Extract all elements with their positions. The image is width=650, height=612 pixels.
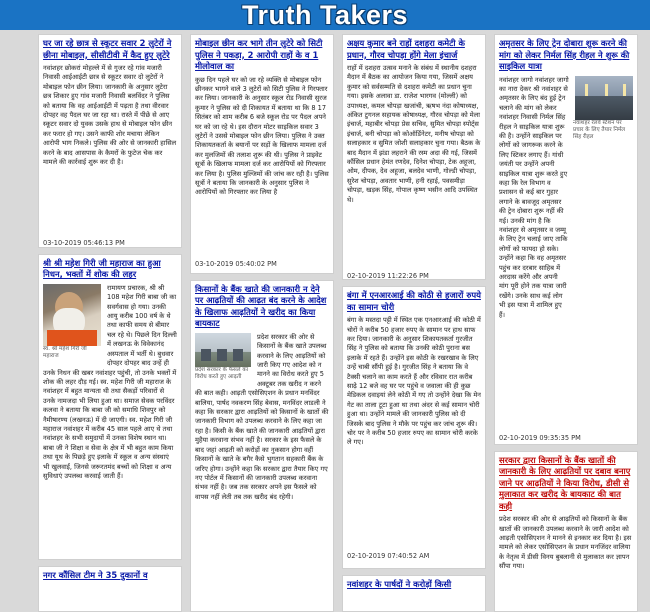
photo-robe bbox=[47, 330, 97, 346]
news-card bbox=[38, 34, 182, 248]
news-column-2 bbox=[190, 34, 334, 612]
photo-caption: स्व. श्री महेश गिरी जी महाराज bbox=[43, 345, 87, 359]
photo-caption: नवांशहर रेलवे स्टेशन पर प्रचार के लिए तैयार निर्मल सिंह रीहल bbox=[573, 119, 626, 140]
news-card bbox=[190, 34, 334, 274]
news-headline-link[interactable]: बंगा में एनआरआई की कोठी से हजारों रुपये का सामान चोरी bbox=[347, 290, 481, 312]
news-timestamp: 03-10-2019 05:46:13 PM bbox=[43, 239, 125, 247]
news-card bbox=[342, 34, 486, 280]
photo-light bbox=[605, 84, 608, 96]
news-grid bbox=[38, 34, 638, 612]
news-card bbox=[494, 34, 638, 445]
news-excerpt: प्रदेश सरकार की ओर से आढ़तियों को किसानों के बैंक खातों की जानकारी उपलब्ध करवाने के जारी आदेश को आढ़ती एसोसिएशन ने मानने से इनकार कर दिया है। इस मामले को लेकर एसोसिएशन के प्रधान मनजिंदर वालिया के नेतृत्व में डीसी विनय बुबलानी से मुलाकात कर ज्ञापन सौंपा गया। bbox=[499, 515, 632, 571]
news-timestamp: 02-10-2019 11:22:26 PM bbox=[347, 272, 429, 280]
photo-light bbox=[623, 84, 626, 96]
news-excerpt: प्रदेश सरकार की ओर से किसानों के बैंक खाते उपलब्ध करवाने के लिए आढ़तियों को जारी किए गए आदेश को न मानने का विरोध करते हुए 5 अक्टूबर तक खरीद न करने की बात कही। आढ़ती एसोसिएशन के प्रधान मनविंदर बालिया, पार्षद नवकरण सिंह बेवास, मनविंदर लाडली ने कहा कि सरकार द्वारा आढ़तियों को किसानों के खातों की जानकारी विभाग को उपलब्ध करवाने के लिए कहा जा रहा है। किसी के बैंक खाते की जानकारी आढ़तियों द्वारा मुहैया करवाना संभव नहीं है। सरकार के इस फैसले के बाद जहां आढ़ती को करोड़ों का नुकसान होगा वहीं किसानों के खाते के बगैर कैसे भुगतान सहकारी बैंक के जरिए होगा। उन्होंने कहा कि सरकार द्वारा तैयार किए गए नए पोर्टल में किसानों की जानकारी उपलब्ध करवाना संभव नहीं है। जब तक सरकार अपने इस फैसले को वापस नहीं लेती तब तक खरीद बंद रहेगी। bbox=[195, 332, 329, 501]
news-headline-link[interactable]: घर जा रहे छात्र से स्कूटर सवार 2 लुटेरों ने छीना मोबाइल, सीसीटीवी में कैद हुए लुटेरे bbox=[43, 38, 172, 60]
news-timestamp: 02-10-2019 07:40:52 AM bbox=[347, 552, 430, 561]
news-timestamp: 02-10-2019 09:35:35 PM bbox=[499, 433, 581, 442]
news-photo[interactable] bbox=[43, 284, 101, 346]
news-headline-link[interactable]: श्री श्री महेश गिरी जी महाराज का हुआ निधन, भक्तों में शोक की लहर bbox=[43, 257, 161, 280]
news-excerpt: कुछ दिन पहले घर को जा रहे व्यक्ति से मोबाइल फोन छीनकर भागने वाले 3 लुटेरों को सिटी पुलिस ने गिरफ्तार कर लिया। जानकारी के अनुसार स्कूल रोड निवासी सुरज कुमार ने पुलिस को दी शिकायत में बताया था कि 8 17 सितंबर को शाम करीब 6 बजे स्कूल रोड पर पैदल अपने घर को जा रहे थे। इस दौरान मोटर साइकिल सवार 3 लुटेरों ने उससे मोबाइल फोन छीन लिया। पुलिस ने उक्त शिकायतकर्ता के बयानों पर सड़ों के खिलाफ मामला दर्ज कर मुलजिमों की तलाश शुरू की थी। पुलिस ने प्राइवेट सूत्रों के खिलाफ मामला दर्ज कर आरोपियों को गिरफ्तार कर लिया है। पुलिस मुल्जिमों की जांच कर रही है। पुलिस सूत्रों ने बताया कि जानकारी के अनुसार पुलिस ने आरोपियों को गिरफ्तार कर लिया है bbox=[195, 75, 329, 197]
news-excerpt: राहों में दशहरा उत्सव मनाने के संबंध में स्थानीय दशहरा मैदान में बैठक का आयोजन किया गया, जिसमें अक्षय कुमार को सर्वसम्मति से दशहरा कमेटी का प्रधान चुना गया। इसके अलावा डा. राजेश भारगव (मोल्ली) को उपाध्यक्ष, कमल चोपड़ा खजांची, ऋषभ नंदा कोषाध्यक्ष, अंकित टुगनल सहायक कोषाध्यक्ष, गौरव चोपड़ा को मेला इंचार्ज, महाबीर चोपड़ा प्रेस सचिव, सुमित चोपड़ा स्पोर्ट्स इंचार्ज, बनी चोपड़ा को कोऑर्डिनेटर, मनीष चोपड़ा को सलाहकार व सुमित जोशी सलाहकार चुना गया। बैठक के बाद मैदान में झंडा लहराने की रस्म अदा की गई, जिसमें कौंसिल प्रधान हेमंत रणदेव, दिनेश चोपड़ा, टेक अहूजा, ओम, दीपक, देव अहूजा, बलदेव भाणी, गोल्डी चोपड़ा, सुरेश चोपड़ा, अवतार भाणी, हनी रहाई, पवसमीड़ा चोपड़ा, खड़क सिंह, गोपाल कृष्ण भसीन आदि उपस्थित थे। bbox=[347, 64, 481, 204]
photo-building bbox=[201, 349, 211, 361]
news-card bbox=[342, 575, 486, 612]
site-title[interactable]: Truth Takers bbox=[241, 0, 409, 30]
news-excerpt: रामायण प्रचारक, श्री श्री 108 महेश गिरी बाबा जी का सवर्गवास हो गया। उनकी आयु करीब 100 वर्ष के थे तथा काफी समय से बीमार चल रहे थे। पिछले दिन दिल्ली में लखनऊ के विवेकानंद अस्पताल में भर्ती थे। बुधवार दोपहर दोपहर बाद उन्हें ही उनके निधन की खबर नवांशहर पहुंची, तो उनके भक्तों में शोक की लहर दौड़ गई। स्व. महेश गिरी जी महाराज के नवांशहर में बहुत मान्यता थी तथा सैकड़ों परिवारों से उनके नामजदा भी लिया हुआ था। समाज सेवक परविंदर कलवा ने बताया कि बाबा जी को समाधि शिवपुर को नैमीषारण्य (लखनऊ) में दी जाएगी। स्व. महेश गिरी जी महाराज नवांशहर में करीब 45 साल पहले आए थे तथा नवांशहर के सभी समुदायों में उनका विशेष स्थान था। बाबा जी ने शिक्षा व सेवा के क्षेत्र में भी बहुत काम किया तथा यूथ के पिछड़े हुए इलाके में स्कूल व अन्य संस्थाएं भी खुलवाईं, जिनसे जरूरतमंद बच्चों को शिक्षा व अन्य सुविधाएं उपलब्ध करवाई जाती हैं। bbox=[43, 283, 177, 480]
news-photo[interactable] bbox=[195, 333, 251, 367]
news-column-4 bbox=[494, 34, 638, 612]
news-photo-figure bbox=[573, 76, 633, 141]
news-photo-figure bbox=[195, 333, 253, 381]
photo-caption: प्रदेश सरकार के फैसले का विरोध करते हुए आढ़ती bbox=[195, 366, 249, 380]
news-card bbox=[38, 566, 182, 612]
news-headline-link[interactable]: सरकार द्वारा किसानों के बैंक खातों की जानकारी के लिए आढ़तियों पर दबाव बनाए जाने पर आढ़तियों ने किया विरोध, डीसी से मुलाकात कर खरीद के बायकाट की बात कही bbox=[499, 454, 631, 511]
photo-building bbox=[233, 349, 243, 361]
news-headline-link[interactable]: अक्षय कुमार बने राहों दशहरा कमेटी के प्रधान, गौरव चोपड़ा होंगे मेला इंचार्ज bbox=[347, 38, 465, 60]
news-headline-link[interactable]: नवांशहर के पार्षदों ने करोड़ों किसी bbox=[347, 578, 452, 589]
news-column-1 bbox=[38, 34, 182, 612]
news-photo[interactable] bbox=[575, 76, 633, 120]
news-card bbox=[38, 254, 182, 560]
photo-building bbox=[217, 349, 227, 361]
news-photo-figure bbox=[43, 284, 103, 360]
news-headline-link[interactable]: मोबाइल छीन कर भागे तीन लुटेरे को सिटी पुलिस ने पकड़ा, 2 आरोपी राहों के व 1 मीलोवाल का bbox=[195, 38, 323, 71]
news-column-3 bbox=[342, 34, 486, 612]
news-headline-link[interactable]: किसानों के बैंक खाते की जानकारी न देने पर आढ़तियों की आढ़त बंद करने के आदेश के खिलाफ आढ़तियों ने खरीद का किया बायकाट bbox=[195, 283, 327, 329]
photo-light bbox=[585, 84, 588, 96]
news-excerpt: बंगा के मस्तदा पट्टी में स्थित एक एनआरआई की कोठी में चोरों ने करीब 50 हजार रुपए के सामान पर हाथ साफ कर दिया। जानकारी के अनुसार शिकायतकर्ता गुरजीत सिंह ने पुलिस को बताया कि उनकी कोठी पुराना बस इलाके में रहते हैं। उन्होंने इस कोठी के रखरखाव के लिए उन्हें चाबी सौंपी हुई है। गुरजीत सिंह ने बताया कि वे टैक्सी चलाने का काम करते हैं और रविवार रात करीब साढ़े 12 बजे वह घर पर पहुंचे व जवाला की ही कुछ मेडिकल दवाइयां लेने कोठी में गए तो उन्होंने देखा कि मेन गेट का ताला टूटा हुआ था तथा अंदर से कई सामान चोरी हुआ था। उन्होंने मामले की जानकारी पुलिस को दी जिसके बाद पुलिस ने मौके पर पहुंच कर जांच शुरू की। चोर पर ने करीब 50 हजार रुपए का सामान चोरी करके ले गए। bbox=[347, 316, 481, 447]
news-timestamp: 03-10-2019 05:40:02 PM bbox=[195, 259, 277, 268]
news-card bbox=[342, 286, 486, 569]
news-headline-link[interactable]: नगर कौंसिल टीम ने 35 दुकानों व bbox=[43, 570, 148, 581]
news-headline-link[interactable]: अमृतसर के लिए ट्रेन दोबारा शुरू करने की मांग को लेकर निर्मल सिंह रीहल ने शुरू की साइकिल यात्रा bbox=[499, 38, 630, 71]
news-card bbox=[494, 451, 638, 612]
site-header bbox=[0, 0, 650, 30]
news-excerpt: नवांशहर जागो नवांशहर जागो का नारा देकर श्री नवांशहर से अमृतसर के लिए बंद हुई ट्रेन चलाने की मांग को लेकर नवांशहर निवासी निर्मल सिंह रीहल ने साइकिल यात्रा शुरू की है। उन्होंने साइकिल पर लोगों को जागरूक करने के लिए स्टिकर लगाए हैं। गांधी जयंती पर उन्होंने अपनी साइकिल यात्रा शुरू करते हुए कहा कि रेल विभाग व प्रशासन से कई बार गुहार लगाने के बावजूद अमृतसर की ट्रेन दोबारा शुरू नहीं की गई। उनकी मांग है कि नवांशहर से अमृतसर व जम्मू के लिए ट्रेन चलाई जाए ताकि लोगों को फायदा हो सके। उन्होंने कहा कि वह अमृतसर पहुंच कर दरबार साहिब में अरदास करेंगे और अपनी मांग पूरी होने तक यात्रा जारी रखेंगे। उनके साथ कई लोग भी इस यात्रा में शामिल हुए हैं। bbox=[499, 75, 569, 319]
news-excerpt: नवांशहर छोकरां मोहल्ले में से गुजर रहे गांव मजारी निवासी आईआईटी छात्र से स्कूटर सवार दो लुटेरों ने मोबाइल फोन छीन लिया। जानकारी के अनुसार लुटेरा छत्र शिकार हुए गांव मजारी निवासी बलविंदर ने पुलिस को बताया कि वह आईआईटी में पढ़ता है तथा वीरवार दोपहर वह पैदल घर जा रहा था। रास्ते में पीछे से आए स्कूटर सवार दो युवक उसके हाथ से मोबाइल फोन छीन कर फरार हो गए। उसने काफी शोर मचाया लेकिन आरोपी भाग निकले। पुलिस की ओर से जानकारी हासिल करने के बाद आसपास के कैमरों के फुटेज चेक कर मामले की कार्रवाई शुरू कर दी है। bbox=[43, 64, 177, 167]
news-card bbox=[190, 280, 334, 612]
